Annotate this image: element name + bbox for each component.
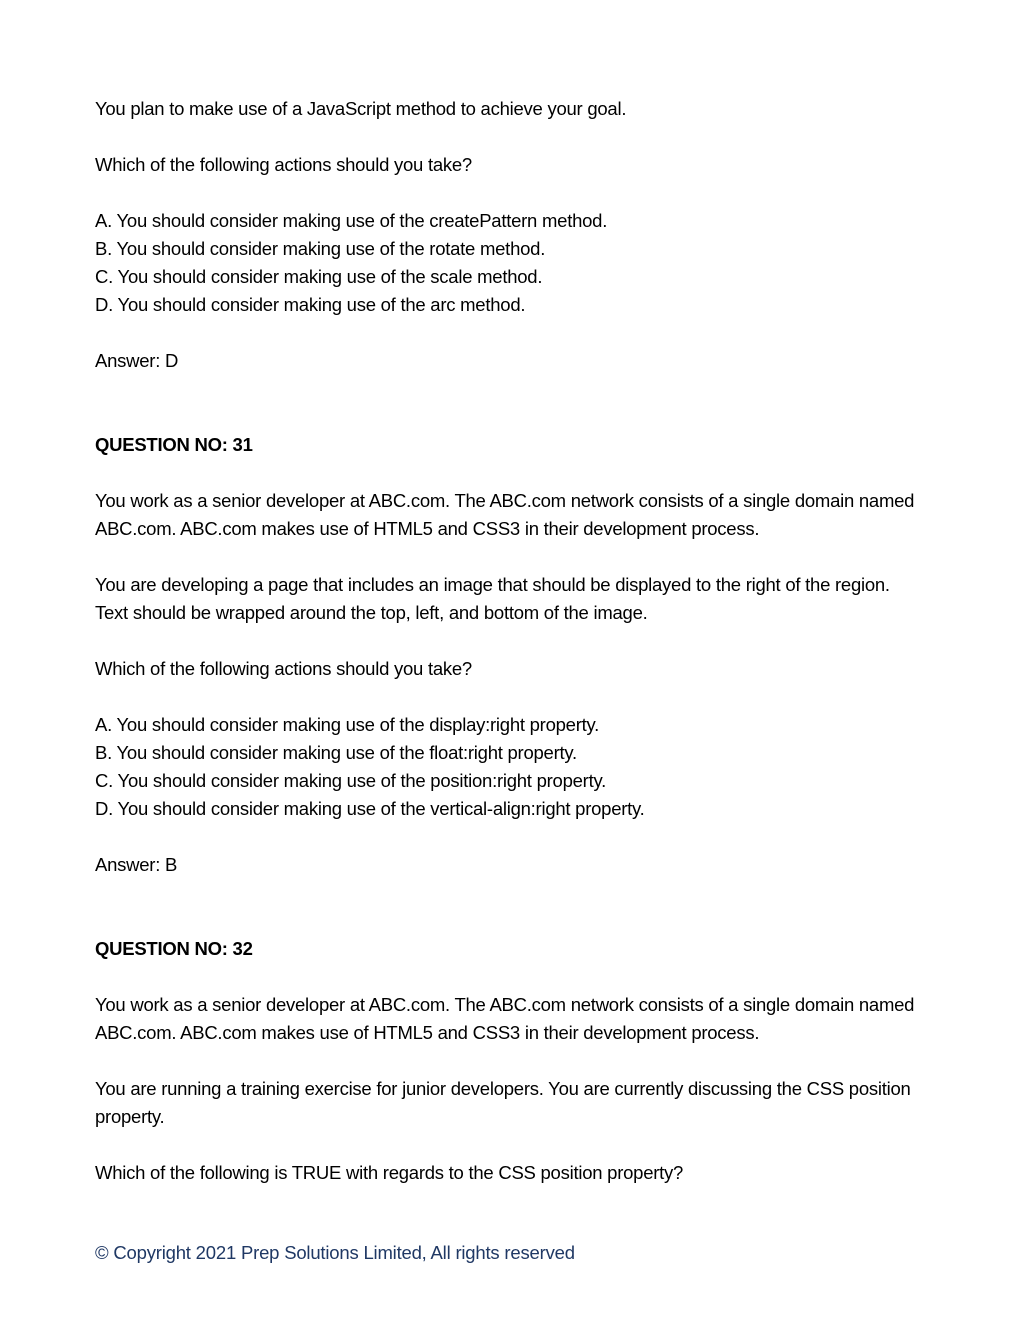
question-31-heading: QUESTION NO: 31 <box>95 434 253 455</box>
question-32-heading: QUESTION NO: 32 <box>95 938 253 959</box>
question-32-prompt: Which of the following is TRUE with regards to the CSS position property? <box>95 1162 684 1183</box>
intro-prompt: Which of the following actions should you take? <box>95 154 472 175</box>
question-32-paragraph-1-line-2: ABC.com. ABC.com makes use of HTML5 and CSS3 in their development process. <box>95 1022 760 1043</box>
intro-option-a: A. You should consider making use of the createPattern method. <box>95 210 608 231</box>
question-31-paragraph-2-line-2: Text should be wrapped around the top, left, and bottom of the image. <box>95 602 648 623</box>
question-31-option-d: D. You should consider making use of the vertical-align:right property. <box>95 798 645 819</box>
question-32-paragraph-1-line-1: You work as a senior developer at ABC.com. The ABC.com network consists of a single domain named <box>95 994 915 1015</box>
question-31-option-b: B. You should consider making use of the float:right property. <box>95 742 577 763</box>
question-31-answer: Answer: B <box>95 854 178 875</box>
intro-answer: Answer: D <box>95 350 179 371</box>
question-31-paragraph-1-line-2: ABC.com. ABC.com makes use of HTML5 and CSS3 in their development process. <box>95 518 760 539</box>
document-page <box>95 95 945 1187</box>
intro-option-c: C. You should consider making use of the scale method. <box>95 266 543 287</box>
copyright-footer: © Copyright 2021 Prep Solutions Limited, All rights reserved <box>95 1242 575 1263</box>
question-31-option-c: C. You should consider making use of the position:right property. <box>95 770 606 791</box>
intro-option-d: D. You should consider making use of the arc method. <box>95 294 526 315</box>
intro-text: You plan to make use of a JavaScript method to achieve your goal. <box>95 98 627 119</box>
question-31-prompt: Which of the following actions should you take? <box>95 658 472 679</box>
intro-option-b: B. You should consider making use of the rotate method. <box>95 238 546 259</box>
question-32-paragraph-2-line-1: You are running a training exercise for junior developers. You are currently discussing the CSS position <box>95 1078 911 1099</box>
question-32-paragraph-2-line-2: property. <box>95 1106 165 1127</box>
question-31-paragraph-2-line-1: You are developing a page that includes an image that should be displayed to the right of the region. <box>95 574 890 595</box>
question-31-option-a: A. You should consider making use of the display:right property. <box>95 714 600 735</box>
question-31-paragraph-1-line-1: You work as a senior developer at ABC.com. The ABC.com network consists of a single domain named <box>95 490 915 511</box>
